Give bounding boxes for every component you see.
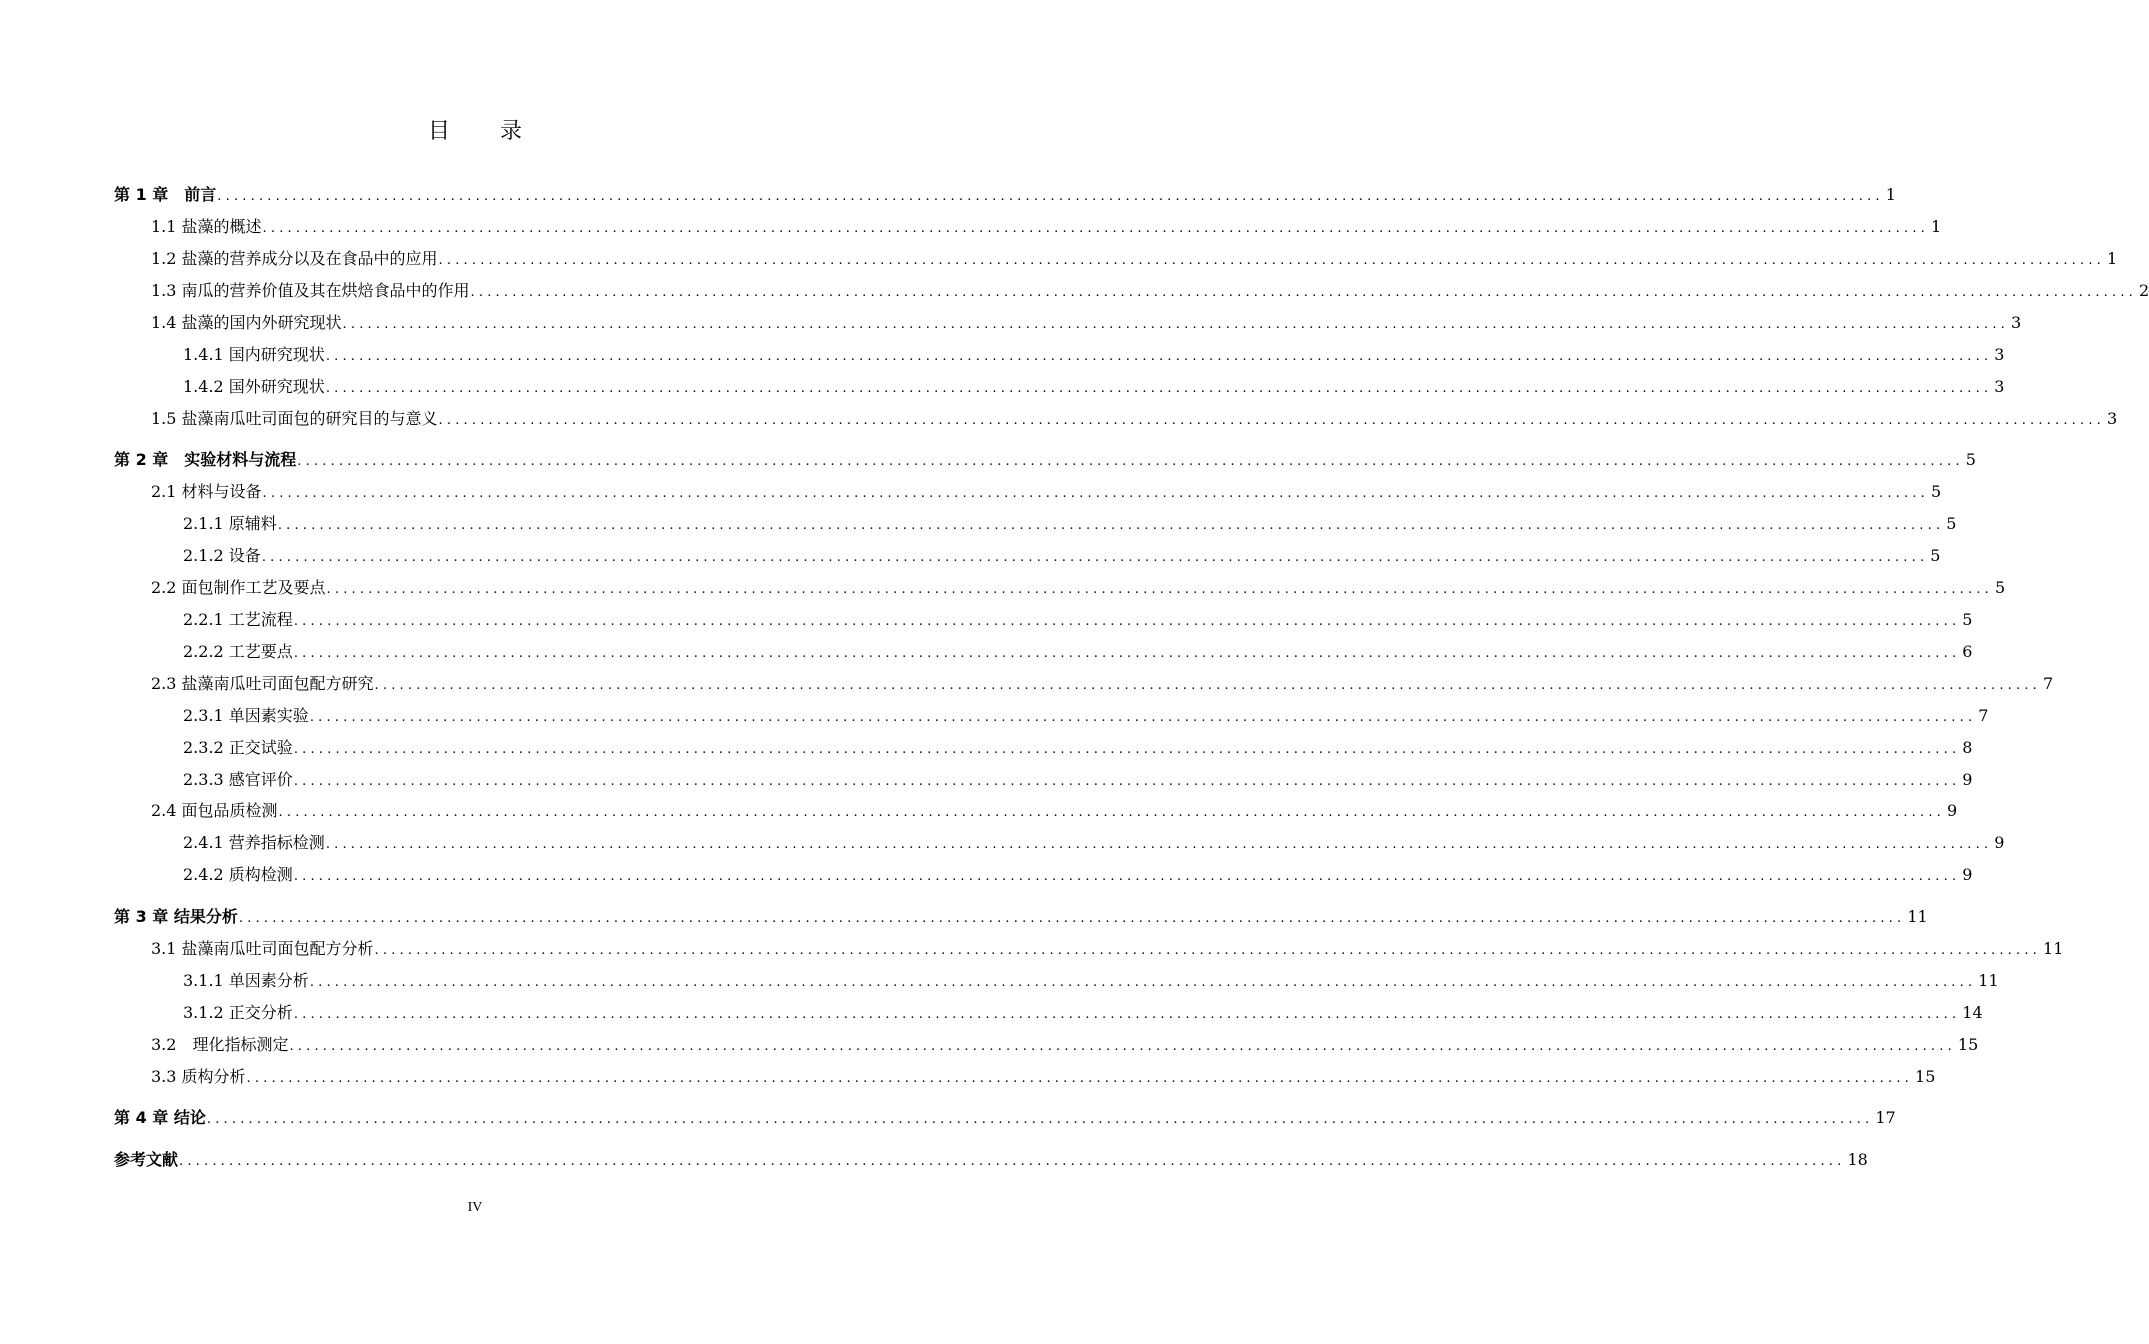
toc-page-number: 18 [1847,1150,1868,1169]
toc-page-number: 15 [1915,1067,1936,1086]
toc-dot-leader: ........................................................................................................................................................................................................ [342,317,2010,332]
toc-page-number: 9 [1962,770,1973,789]
toc-dot-leader: ........................................................................................................................................................................................................ [262,486,1930,501]
toc-entry-title: 第 4 章 结论 [114,1108,206,1127]
toc-page-number: 7 [2043,674,2054,693]
toc-entry-title: 2.4 面包品质检测 [151,801,278,820]
toc-page-number: 1 [2107,249,2118,268]
toc-chapter-entry[interactable] [114,1107,1896,1129]
toc-dot-leader: ........................................................................................................................................................................................................ [293,614,1961,629]
toc-page-number: 9 [1947,801,1958,820]
toc-section-entry[interactable] [151,673,2054,695]
toc-chapter-entry[interactable] [114,906,1928,928]
toc-entry-title: 1.4 盐藻的国内外研究现状 [151,313,342,332]
toc-page-number: 5 [1931,482,1942,501]
toc-section-entry[interactable] [151,248,2118,270]
toc-page-number: 11 [1978,971,1999,990]
toc-dot-leader: ........................................................................................................................................................................................................ [277,518,1945,533]
toc-page-number: 2 [2139,281,2149,300]
toc-section-entry[interactable] [151,312,2022,334]
toc-page-number: 3 [1994,377,2005,396]
toc-page-number: 5 [1946,514,1957,533]
toc-page-number: 17 [1875,1108,1896,1127]
toc-dot-leader: ........................................................................................................................................................................................................ [261,550,1929,565]
toc-entry-title: 2.1.1 原辅料 [183,514,277,533]
toc-entry-title: 3.1 盐藻南瓜吐司面包配方分析 [151,939,374,958]
toc-subsection-entry[interactable] [183,737,1973,759]
toc-dot-leader: ........................................................................................................................................................................................................ [262,221,1930,236]
toc-page-number: 7 [1978,706,1989,725]
toc-subsection-entry[interactable] [183,864,1973,886]
toc-page-number: 9 [1962,865,1973,884]
toc-dot-leader: ........................................................................................................................................................................................................ [293,1007,1961,1022]
toc-section-entry[interactable] [151,577,2006,599]
toc-subsection-entry[interactable] [183,609,1973,631]
toc-dot-leader: ........................................................................................................................................................................................................ [374,678,2042,693]
toc-entry-title: 2.2.2 工艺要点 [183,642,293,661]
toc-chapter-entry[interactable] [114,1149,1868,1171]
toc-title-char-1: 目 [427,119,450,144]
toc-entry-title: 第 2 章 实验材料与流程 [114,450,297,469]
page-number-footer: IV [467,1200,483,1215]
toc-entry-title: 2.3.2 正交试验 [183,738,293,757]
toc-page-number: 3 [2107,409,2118,428]
toc-entry-title: 1.1 盐藻的概述 [151,217,262,236]
toc-subsection-entry[interactable] [183,545,1941,567]
toc-dot-leader: ........................................................................................................................................................................................................ [293,742,1961,757]
toc-section-entry[interactable] [151,216,1942,238]
toc-page-number: 9 [1994,833,2005,852]
toc-entry-title: 1.4.2 国外研究现状 [183,377,325,396]
toc-dot-leader: ........................................................................................................................................................................................................ [297,454,1964,469]
toc-section-entry[interactable] [151,481,1942,503]
toc-page-number: 1 [1885,185,1896,204]
toc-section-entry[interactable] [151,938,2064,960]
toc-entry-title: 2.3.1 单因素实验 [183,706,309,725]
toc-dot-leader: ........................................................................................................................................................................................................ [309,975,1977,990]
toc-entry-title: 2.2.1 工艺流程 [183,610,293,629]
toc-entry-title: 3.1.1 单因素分析 [183,971,309,990]
toc-chapter-entry[interactable] [114,184,1896,206]
toc-subsection-entry[interactable] [183,344,2005,366]
toc-page-number: 5 [1962,610,1973,629]
toc-page-number: 11 [2043,939,2064,958]
toc-dot-leader: ........................................................................................................................................................................................................ [289,1039,1956,1054]
toc-page-number: 5 [1995,578,2006,597]
toc-subsection-entry[interactable] [183,641,1973,663]
toc-dot-leader: ........................................................................................................................................................................................................ [309,710,1977,725]
toc-page-number: 6 [1962,642,1973,661]
toc-entry-title: 第 1 章 前言 [114,185,217,204]
toc-section-entry[interactable] [151,1066,1936,1088]
toc-dot-leader: ........................................................................................................................................................................................................ [238,911,1906,926]
toc-dot-leader: ........................................................................................................................................................................................................ [217,189,1884,204]
toc-subsection-entry[interactable] [183,376,2005,398]
toc-section-entry[interactable] [151,1034,1979,1056]
toc-section-entry[interactable] [151,408,2118,430]
toc-dot-leader: ........................................................................................................................................................................................................ [179,1154,1846,1169]
toc-title-char-2: 录 [500,119,523,144]
toc-dot-leader: ........................................................................................................................................................................................................ [246,1071,1914,1086]
toc-page-number: 1 [1931,217,1942,236]
toc-entry-title: 1.2 盐藻的营养成分以及在食品中的应用 [151,249,438,268]
toc-entry-title: 1.4.1 国内研究现状 [183,345,325,364]
toc-page-number: 8 [1962,738,1973,757]
toc-page-number: 5 [1965,450,1976,469]
toc-page-number: 3 [2011,313,2022,332]
toc-entry-title: 参考文献 [114,1150,179,1169]
toc-dot-leader: ........................................................................................................................................................................................................ [293,646,1961,661]
toc-subsection-entry[interactable] [183,769,1973,791]
toc-entry-title: 2.1.2 设备 [183,546,261,565]
toc-dot-leader: ........................................................................................................................................................................................................ [325,349,1993,364]
toc-page-number: 15 [1957,1035,1979,1054]
toc-dot-leader: ........................................................................................................................................................................................................ [278,805,1946,820]
toc-dot-leader: ........................................................................................................................................................................................................ [438,413,2106,428]
toc-dot-leader: ........................................................................................................................................................................................................ [326,582,1994,597]
toc-dot-leader: ........................................................................................................................................................................................................ [293,869,1961,884]
toc-entry-title: 1.3 南瓜的营养价值及其在烘焙食品中的作用 [151,281,470,300]
toc-page-number: 14 [1962,1003,1983,1022]
toc-subsection-entry[interactable] [183,513,1957,535]
toc-page-number: 3 [1994,345,2005,364]
toc-entry-title: 3.2 理化指标测定 [151,1035,289,1054]
toc-entry-title: 2.2 面包制作工艺及要点 [151,578,326,597]
toc-entry-title: 1.5 盐藻南瓜吐司面包的研究目的与意义 [151,409,438,428]
toc-entry-title: 2.3 盐藻南瓜吐司面包配方研究 [151,674,374,693]
toc-subsection-entry[interactable] [183,1002,1983,1024]
toc-subsection-entry[interactable] [183,832,2005,854]
toc-chapter-entry[interactable] [114,449,1976,471]
toc-entry-title: 3.1.2 正交分析 [183,1003,293,1022]
toc-entry-title: 3.3 质构分析 [151,1067,246,1086]
toc-dot-leader: ........................................................................................................................................................................................................ [206,1112,1874,1127]
toc-entry-title: 2.4.1 营养指标检测 [183,833,325,852]
toc-section-entry[interactable] [151,800,1958,822]
toc-dot-leader: ........................................................................................................................................................................................................ [374,943,2042,958]
toc-dot-leader: ........................................................................................................................................................................................................ [325,381,1993,396]
toc-subsection-entry[interactable] [183,970,1999,992]
toc-entry-title: 第 3 章 结果分析 [114,907,238,926]
toc-section-entry[interactable] [151,280,2149,302]
toc-title [0,114,950,145]
toc-page-number: 11 [1907,907,1928,926]
toc-subsection-entry[interactable] [183,705,1989,727]
toc-dot-leader: ........................................................................................................................................................................................................ [293,774,1961,789]
toc-dot-leader: ........................................................................................................................................................................................................ [470,285,2138,300]
toc-entry-title: 2.3.3 感官评价 [183,770,293,789]
toc-dot-leader: ........................................................................................................................................................................................................ [325,837,1993,852]
toc-dot-leader: ........................................................................................................................................................................................................ [438,253,2106,268]
toc-page-number: 5 [1930,546,1941,565]
toc-entry-title: 2.1 材料与设备 [151,482,262,501]
toc-entry-title: 2.4.2 质构检测 [183,865,293,884]
